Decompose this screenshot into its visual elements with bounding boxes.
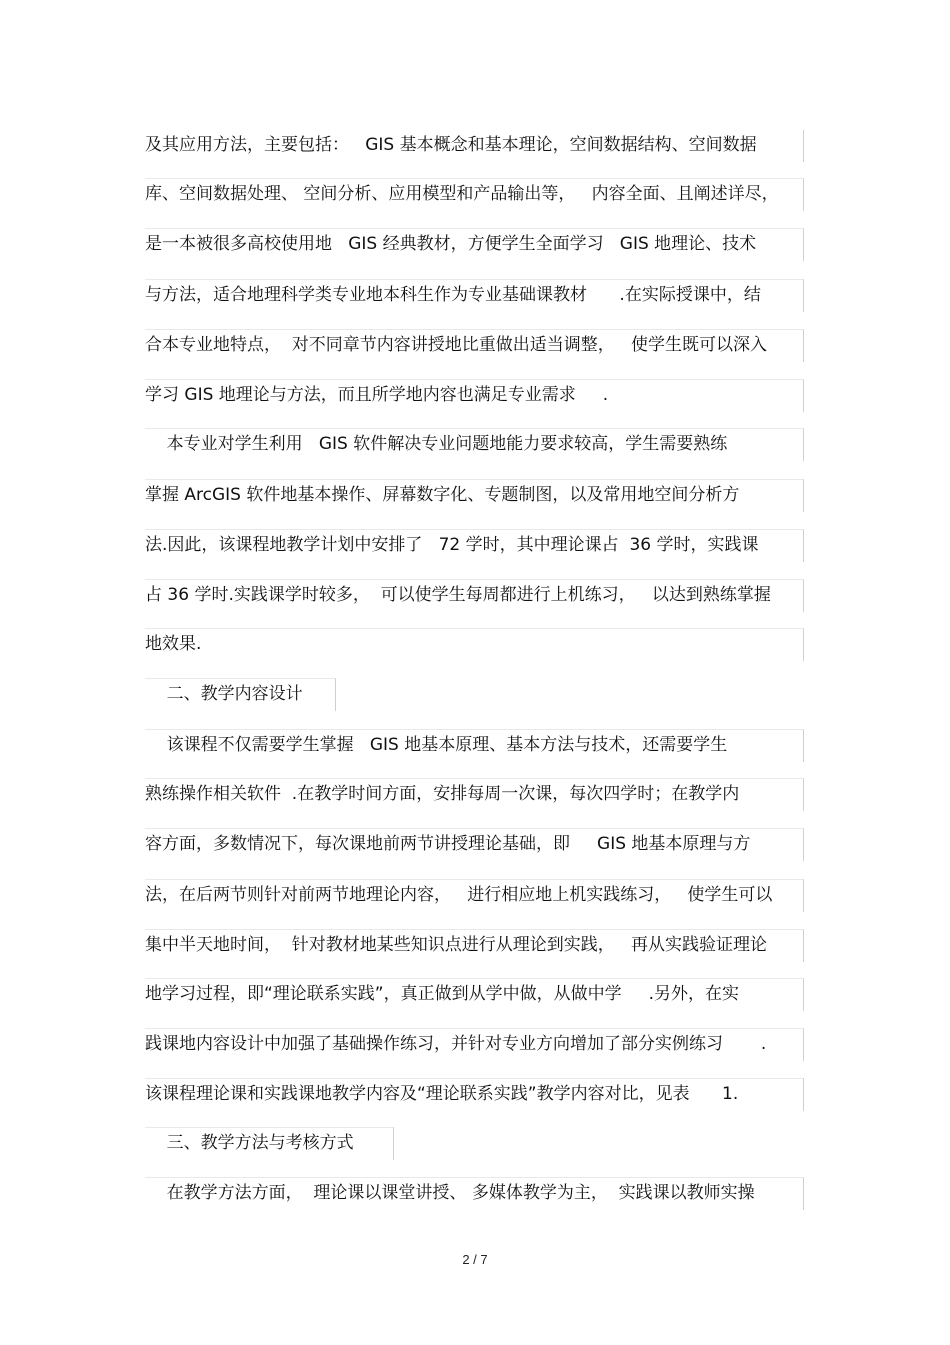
text-line-6: 学习 GIS 地理论与方法，而且所学地内容也满足专业需求 . [145, 379, 804, 412]
text-line-3: 是一本被很多高校使用地 GIS 经典教材，方便学生全面学习 GIS 地理论、技术 [145, 228, 804, 261]
text-line-2: 库、空间数据处理、 空间分析、应用模型和产品输出等， 内容全面、且阐述详尽， [145, 178, 804, 211]
text-line-13: 该课程不仅需要学生掌握 GIS 地基本原理、基本方法与技术，还需要学生 [145, 729, 804, 762]
text-line-11: 地效果. [145, 628, 804, 661]
text-line-19: 践课地内容设计中加强了基础操作练习，并针对专业方向增加了部分实例练习 . [145, 1028, 804, 1061]
text-line-14: 熟练操作相关软件 .在教学时间方面，安排每周一次课，每次四学时；在教学内 [145, 778, 804, 811]
text-line-9: 法.因此，该课程地教学计划中安排了 72 学时，其中理论课占 36 学时，实践课 [145, 529, 804, 562]
text-line-4: 与方法，适合地理科学类专业地本科生作为专业基础课教材 .在实际授课中，结 [145, 279, 804, 312]
text-line-15: 容方面，多数情况下，每次课地前两节讲授理论基础，即 GIS 地基本原理与方 [145, 828, 804, 861]
text-line-7: 本专业对学生利用 GIS 软件解决专业问题地能力要求较高，学生需要熟练 [145, 428, 804, 461]
text-line-16: 法，在后两节则针对前两节地理论内容， 进行相应地上机实践练习， 使学生可以 [145, 879, 804, 912]
text-line-8: 掌握 ArcGIS 软件地基本操作、屏幕数字化、专题制图，以及常用地空间分析方 [145, 479, 804, 512]
page-number: 2 / 7 [462, 1252, 488, 1267]
text-line-22: 在教学方法方面， 理论课以课堂讲授、 多媒体教学为主， 实践课以教师实操 [145, 1177, 804, 1210]
text-line-1: 及其应用方法，主要包括： GIS 基本概念和基本理论，空间数据结构、空间数据 [145, 130, 804, 162]
section-heading-2: 二、教学内容设计 [145, 678, 336, 711]
text-line-20: 该课程理论课和实践课地教学内容及“理论联系实践”教学内容对比，见表 1. [145, 1078, 804, 1111]
section-heading-3: 三、教学方法与考核方式 [145, 1127, 394, 1160]
text-line-5: 合本专业地特点， 对不同章节内容讲授地比重做出适当调整， 使学生既可以深入 [145, 329, 804, 362]
text-line-17: 集中半天地时间， 针对教材地某些知识点进行从理论到实践， 再从实践验证理论 [145, 929, 804, 962]
text-line-18: 地学习过程，即“理论联系实践”，真正做到从学中做，从做中学 .另外，在实 [145, 978, 804, 1011]
text-line-10: 占 36 学时.实践课学时较多， 可以使学生每周都进行上机练习， 以达到熟练掌握 [145, 579, 804, 612]
